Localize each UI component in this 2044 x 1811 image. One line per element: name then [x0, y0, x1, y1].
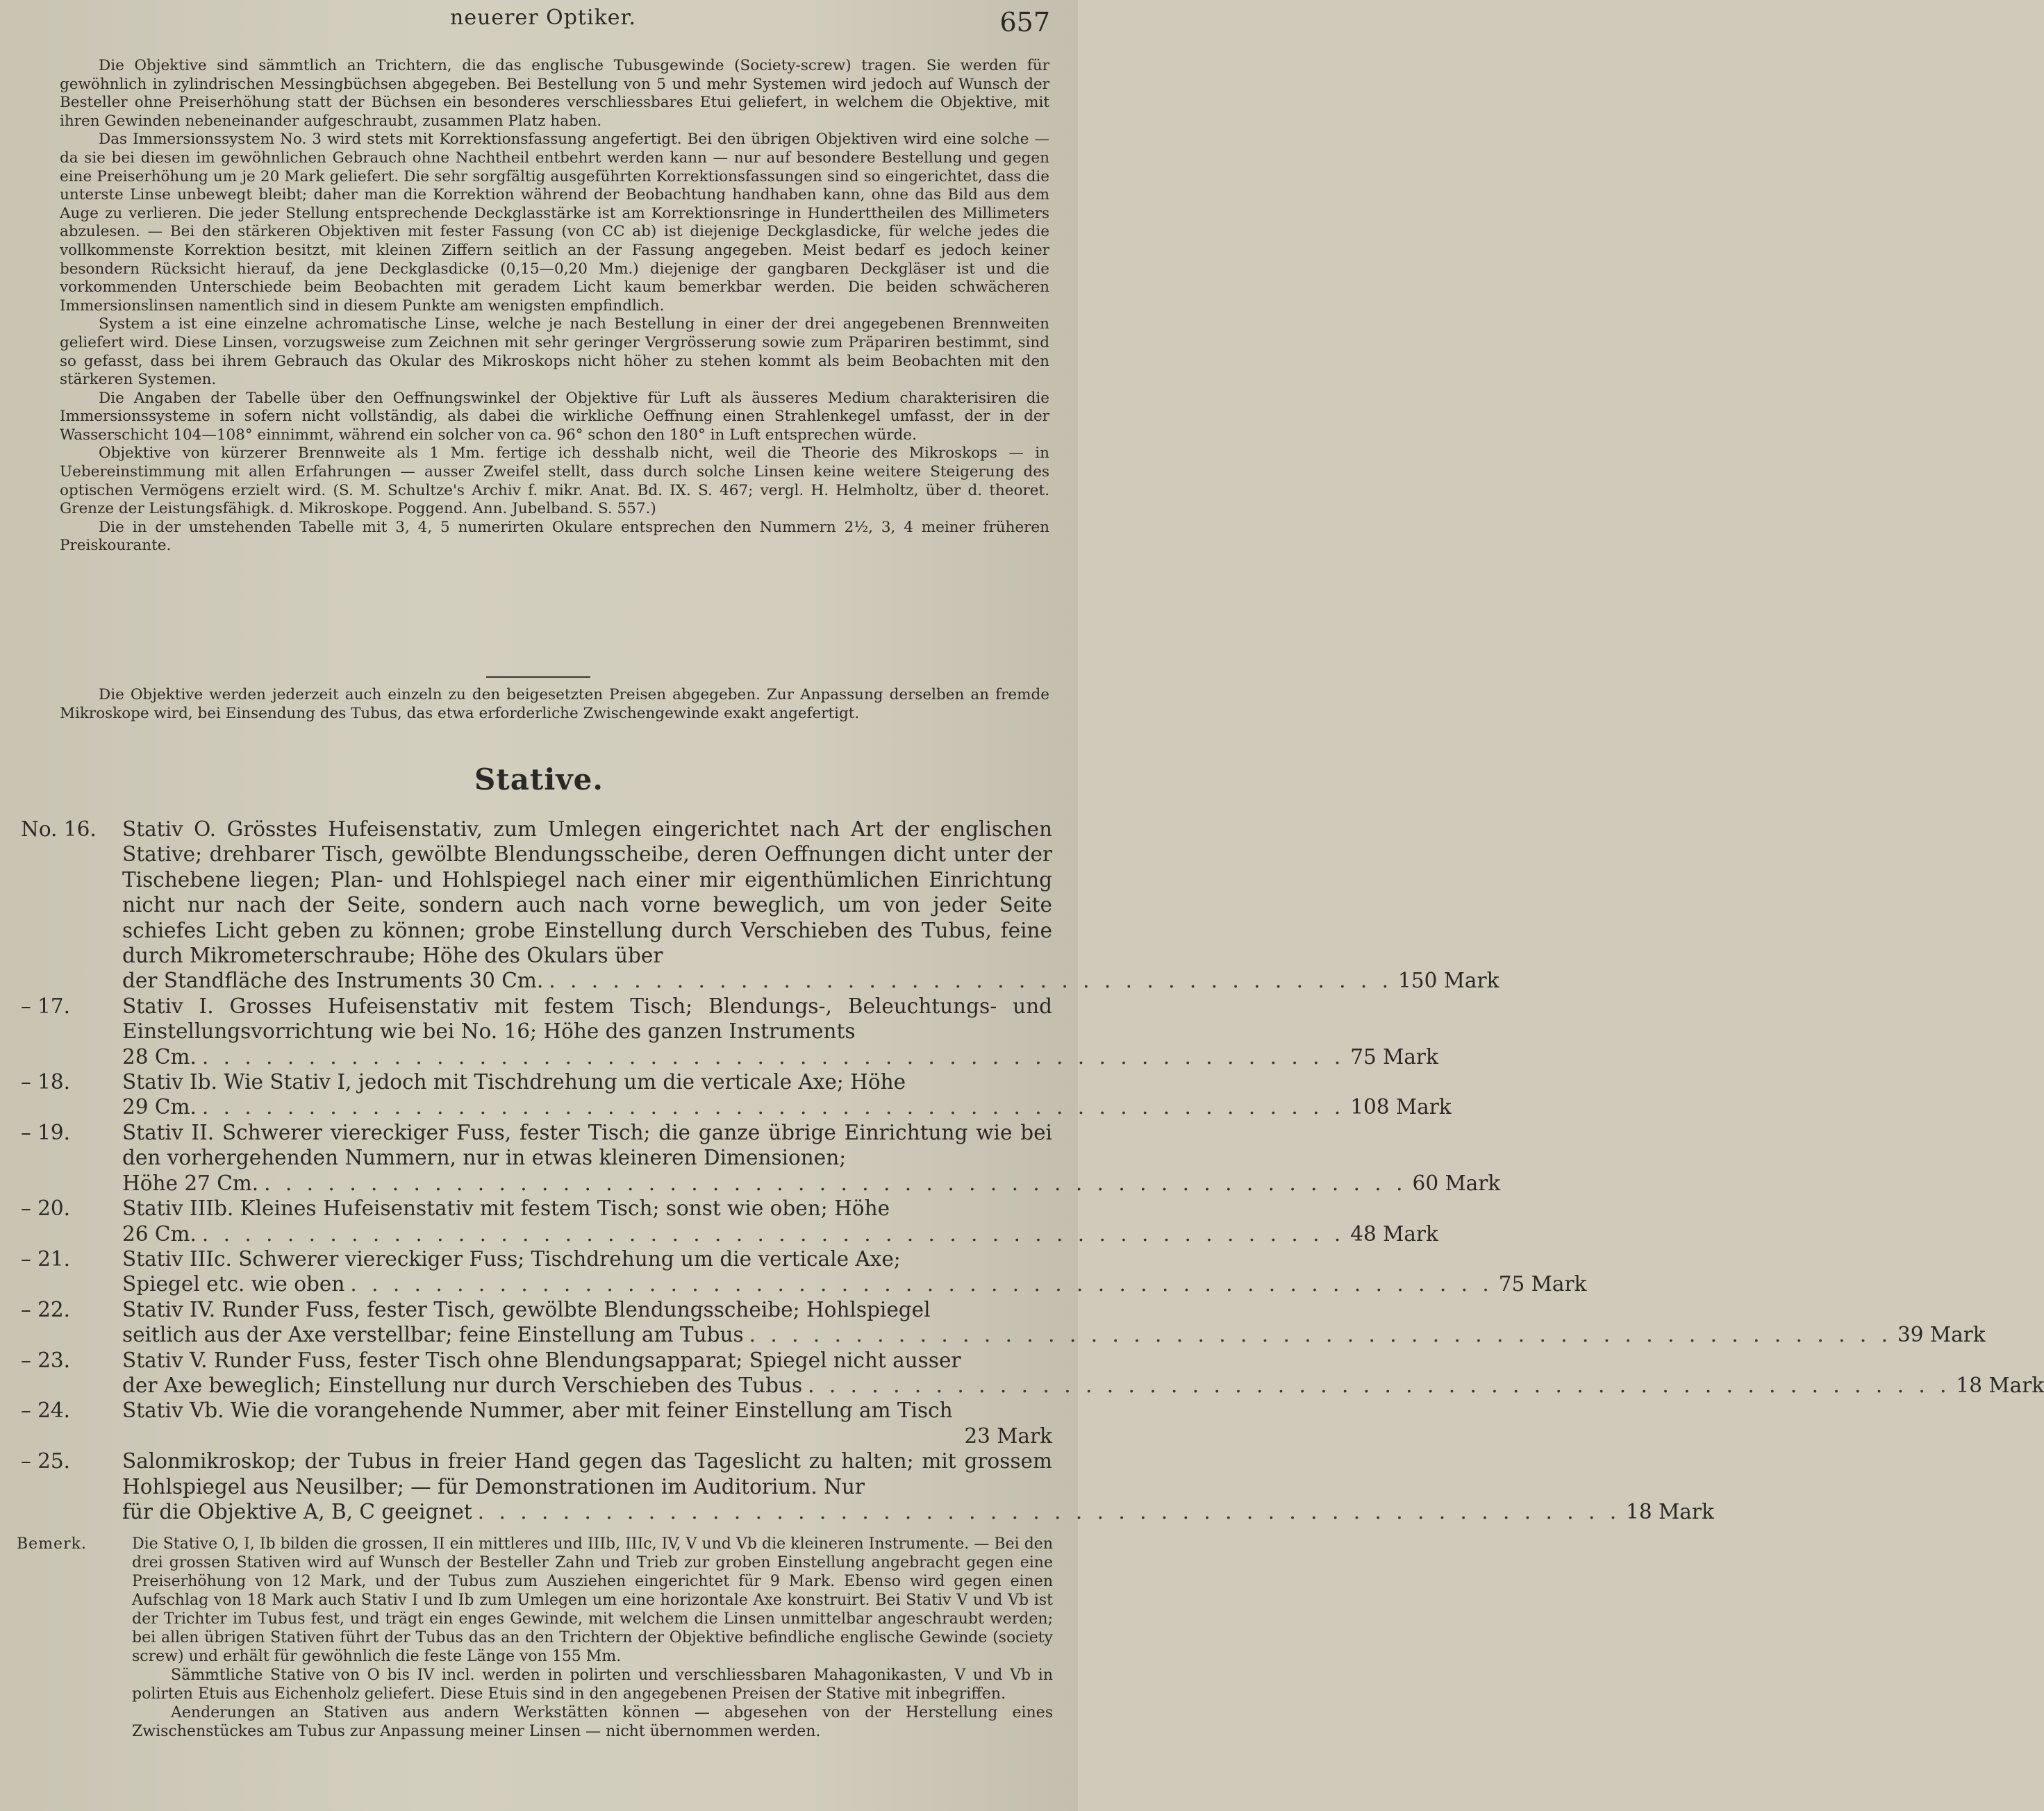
- entry-tail: für die Objektive A, B, C geeignet: [122, 1499, 472, 1524]
- entry-price: 60 Mark: [1412, 1171, 1501, 1195]
- page-header: [0, 6, 1078, 39]
- entry-number: – 17.: [21, 994, 71, 1018]
- entry-description: Stativ Vb. Wie die vorangehende Nummer, aber mit feiner Einstellung am Tisch: [122, 1399, 953, 1423]
- section-divider: [486, 676, 590, 678]
- entry-price: 39 Mark: [1897, 1323, 1986, 1347]
- entry-description: Stativ I. Grosses Hufeisenstativ mit festem Tisch; Blendungs-, Beleuchtungs- und Einstellungsvorrichtung wie bei No. 16; Höhe des ganzen Instruments: [122, 994, 1052, 1044]
- entry-number: – 24.: [21, 1399, 71, 1423]
- stand-entry-16: [21, 817, 1499, 994]
- leader-dots: . . . . . . . . . . . . . . . . . . . . . . . . . . . . . . . . . . . . . . . . . . . . . . . . . . . . . .: [350, 1272, 1493, 1296]
- stand-entry-17: [21, 994, 1438, 1069]
- paragraph-oculars: Die in der umstehenden Tabelle mit 3, 4, 5 numerirten Okulare entsprechen den Nummern 2½, 3, 4 meiner früheren Preiskourante.: [60, 518, 1049, 555]
- running-title: neuerer Optiker.: [450, 6, 637, 30]
- leader-dots: . . . . . . . . . . . . . . . . . . . . . . . . . . . . . . . . . . . . . . . .: [549, 969, 1393, 993]
- entry-price: 23 Mark: [964, 1424, 1052, 1448]
- paragraph-aperture-angle: Die Angaben der Tabelle über den Oeffnungswinkel der Objektive für Luft als äusseres Medium charakterisiren die Immersionssysteme in sofern nicht vollständig, als dabei die wirkliche Oeffnung einen Strahlenkegel umfasst, der in der Wasserschicht 104—108° einnimmt, während ein solcher von ca. 96° schon den 180° in Luft entsprechen würde.: [60, 389, 1049, 444]
- remark-label: Bemerk.: [17, 1535, 87, 1553]
- stand-entry-22: [21, 1297, 1986, 1348]
- stand-entry-25: [21, 1449, 1714, 1524]
- entry-description: Stativ V. Runder Fuss, fester Tisch ohne Blendungsapparat; Spiegel nicht ausser: [122, 1348, 961, 1372]
- entry-price: 18 Mark: [1626, 1499, 1714, 1524]
- remark-paragraph-modifications: Aenderungen an Stativen aus andern Werkstätten können — abgesehen von der Herstellung eines Zwischenstückes am Tubus zur Anpassung meiner Linsen — nicht übernommen werden.: [132, 1704, 1053, 1740]
- paragraph-objective-mounts: Die Objektive sind sämmtlich an Trichtern, die das englische Tubusgewinde (Society-screw) tragen. Sie werden für gewöhnlich in zylindrischen Messingbüchsen abgegeben. Bei Bestellung von 5 und mehr Systemen wird jedoch auf Wunsch der Besteller ohne Preiserhöhung statt der Büchsen ein besonderes verschliessbares Etui geliefert, in welchem die Objektive, mit ihren Gewinden nebeneinander aufgeschraubt, zusammen Platz haben.: [60, 57, 1049, 130]
- entry-tail: Spiegel etc. wie oben: [122, 1272, 345, 1296]
- leader-dots: . . . . . . . . . . . . . . . . . . . . . . . . . . . . . . . . . . . . . . . . . . . . . . . . . . . . . .: [477, 1499, 1621, 1524]
- entry-description: Stativ O. Grösstes Hufeisenstativ, zum Umlegen eingerichtet nach Art der englischen Stative; drehbarer Tisch, gewölbte Blendungsscheibe, deren Oeffnungen dicht unter der Tischebene liegen; Plan- und Hohlspiegel nach einer mir eigenthümlichen Einrichtung nicht nur nach der Seite, sondern auch nach vorne beweglich, um von jeder Seite schiefes Licht geben zu können; grobe Einstellung durch Verschieben des Tubus, feine durch Mikrometerschraube; Höhe des Okulars über: [122, 817, 1052, 968]
- entry-tail: 29 Cm.: [122, 1095, 197, 1119]
- entry-tail: 28 Cm.: [122, 1044, 197, 1069]
- entry-number: – 19.: [21, 1120, 71, 1144]
- leader-dots: . . . . . . . . . . . . . . . . . . . . . . . . . . . . . . . . . . . . . . . . . . . . . . . . . . . . . .: [749, 1323, 1892, 1347]
- leader-dots: . . . . . . . . . . . . . . . . . . . . . . . . . . . . . . . . . . . . . . . . . . . . . . . . . . . . . .: [201, 1221, 1345, 1246]
- entry-number: – 20.: [21, 1196, 71, 1221]
- entry-description: Stativ Ib. Wie Stativ I, jedoch mit Tischdrehung um die verticale Axe; Höhe: [122, 1070, 906, 1094]
- paragraph-focal-length-limit: Objektive von kürzerer Brennweite als 1 Mm. fertige ich desshalb nicht, weil die Theorie des Mikroskops — in Uebereinstimmung mit allen Erfahrungen — ausser Zweifel stellt, dass durch solche Linsen keine weitere Steigerung des optischen Vermögens erzielt wird. (S. M. Schultze's Archiv f. mikr. Anat. Bd. IX. S. 467; vergl. H. Helmholtz, über d. theoret. Grenze der Leistungsfähigk. d. Mikroskope. Poggend. Ann. Jubelband. S. 557.): [60, 444, 1049, 518]
- entry-number: – 23.: [21, 1348, 71, 1372]
- stand-entry-19: [21, 1120, 1501, 1196]
- stand-entry-23: [21, 1348, 2044, 1399]
- single-sale-notice: [60, 686, 1049, 723]
- remark-paragraph-cases: Sämmtliche Stative von O bis IV incl. werden in polirten und verschliessbaren Mahagonikasten, V und Vb in polirten Etuis aus Eichenholz geliefert. Diese Etuis sind in den angegebenen Preisen der Stative mit inbegriffen.: [132, 1667, 1053, 1703]
- entry-number: – 21.: [21, 1246, 71, 1271]
- stand-entry-24: [21, 1398, 1052, 1449]
- entry-description: Stativ II. Schwerer viereckiger Fuss, fester Tisch; die ganze übrige Einrichtung wie bei den vorhergehenden Nummern, nur in etwas kleineren Dimensionen;: [122, 1120, 1052, 1170]
- entry-tail: Höhe 27 Cm.: [122, 1171, 259, 1195]
- stand-entry-21: [21, 1246, 1587, 1297]
- stand-price-list: [21, 817, 2044, 1524]
- paragraph-single-sale: Die Objektive werden jederzeit auch einzeln zu den beigesetzten Preisen abgegeben. Zur Anpassung derselben an fremde Mikroskope wird, bei Einsendung des Tubus, das etwa erforderliche Zwischengewinde exakt angefertigt.: [60, 686, 1049, 722]
- entry-tail: der Axe beweglich; Einstellung nur durch Verschieben des Tubus: [122, 1373, 803, 1397]
- leader-dots: . . . . . . . . . . . . . . . . . . . . . . . . . . . . . . . . . . . . . . . . . . . . . . . . . . . . . .: [201, 1044, 1345, 1069]
- stand-entry-18: [21, 1069, 1452, 1120]
- entry-number: – 18.: [21, 1070, 71, 1094]
- entry-price: 150 Mark: [1398, 969, 1499, 993]
- remark-block: [17, 1535, 1053, 1741]
- stand-entry-20: [21, 1196, 1438, 1246]
- paragraph-system-a: System a ist eine einzelne achromatische Linse, welche je nach Bestellung in einer der drei angegebenen Brennweiten geliefert wird. Diese Linsen, vorzugsweise zum Zeichnen mit sehr geringer Vergrösserung sowie zum Präpariren bestimmt, sind so gefasst, dass bei ihrem Gebrauch das Okular des Mikroskops nicht höher zu stehen kommt als beim Beobachten mit den stärkeren Systemen.: [60, 315, 1049, 389]
- entry-number: – 25.: [21, 1449, 71, 1474]
- entry-number: No. 16.: [21, 817, 97, 841]
- entry-price: 75 Mark: [1350, 1044, 1438, 1069]
- entry-description: Stativ IIIb. Kleines Hufeisenstativ mit festem Tisch; sonst wie oben; Höhe: [122, 1196, 890, 1221]
- entry-price: 75 Mark: [1498, 1272, 1587, 1296]
- entry-price: 48 Mark: [1350, 1221, 1438, 1246]
- entry-price: 18 Mark: [1956, 1373, 2044, 1397]
- leader-dots: . . . . . . . . . . . . . . . . . . . . . . . . . . . . . . . . . . . . . . . . . . . . . . . . . . . . . .: [264, 1171, 1407, 1195]
- leader-dots: . . . . . . . . . . . . . . . . . . . . . . . . . . . . . . . . . . . . . . . . . . . . . . . . . . . . . .: [808, 1373, 1951, 1397]
- remark-paragraph-stand-sizes: Die Stative O, I, Ib bilden die grossen, II ein mittleres und IIIb, IIIc, IV, V und Vb die kleineren Instrumente. — Bei den drei grossen Stativen wird auf Wunsch der Besteller Zahn und Trieb zur groben Einstellung angebracht gegen eine Preiserhöhung von 12 Mark, und der Tubus zum Ausziehen eingerichtet für 9 Mark. Ebenso wird gegen einen Aufschlag von 18 Mark auch Stativ I und Ib zum Umlegen um eine horizontale Axe konstruirt. Bei Stativ V und Vb ist der Trichter im Tubus fest, und trägt ein enges Gewinde, mit welchem die Linsen unmittelbar angeschraubt werden; bei allen übrigen Stativen führt der Tubus das an den Trichtern der Objektive befindliche englische Gewinde (society screw) und erhält für gewöhnlich die feste Länge von 155 Mm.: [132, 1535, 1053, 1665]
- leader-dots: . . . . . . . . . . . . . . . . . . . . . . . . . . . . . . . . . . . . . . . . . . . . . . . . . . . . . .: [201, 1095, 1345, 1119]
- entry-description: Stativ IIIc. Schwerer viereckiger Fuss; Tischdrehung um die verticale Axe;: [122, 1246, 901, 1271]
- entry-number: – 22.: [21, 1297, 71, 1321]
- entry-description: Stativ IV. Runder Fuss, fester Tisch, gewölbte Blendungsscheibe; Hohlspiegel: [122, 1297, 931, 1321]
- remark-body: [17, 1535, 1053, 1741]
- section-title: Stative.: [474, 762, 604, 796]
- objective-notes: [60, 57, 1049, 556]
- entry-tail: 26 Cm.: [122, 1221, 197, 1246]
- entry-tail: seitlich aus der Axe verstellbar; feine Einstellung am Tubus: [122, 1323, 744, 1347]
- entry-description: Salonmikroskop; der Tubus in freier Hand gegen das Tageslicht zu halten; mit grossem Hohlspiegel aus Neusilber; — für Demonstrationen im Auditorium. Nur: [122, 1449, 1052, 1499]
- page-number: 657: [999, 7, 1050, 37]
- paragraph-correction-collar: Das Immersionssystem No. 3 wird stets mit Korrektionsfassung angefertigt. Bei den übrigen Objektiven wird eine solche — da sie bei diesen im gewöhnlichen Gebrauch ohne Nachtheil entbehrt werden kann — nur auf besondere Bestellung und gegen eine Preiserhöhung um je 20 Mark geliefert. Die sehr sorgfältig ausgeführten Korrektionsfassungen sind so eingerichtet, dass die unterste Linse unbewegt bleibt; daher man die Korrektion während der Beobachtung handhaben kann, ohne das Bild aus dem Auge zu verlieren. Die jeder Stellung entsprechende Deckglasstärke ist am Korrektionsringe in Hunderttheilen des Millimeters abzulesen. — Bei den stärkeren Objektiven mit fester Fassung (von CC ab) ist diejenige Deckglasdicke, für welche jedes die vollkommenste Korrektion besitzt, mit kleinen Ziffern seitlich an der Fassung angegeben. Meist bedarf es jedoch keiner besondern Rücksicht hierauf, da jene Deckglasdicke (0,15—0,20 Mm.) diejenige der gangbaren Deckgläser ist und die vorkommenden Unterschiede beim Beobachten mit geradem Licht kaum bemerkbar werden. Die beiden schwächeren Immersionslinsen namentlich sind in diesem Punkte am wenigsten empfindlich.: [60, 131, 1049, 315]
- entry-tail: der Standfläche des Instruments 30 Cm.: [122, 969, 544, 993]
- entry-price: 108 Mark: [1350, 1095, 1452, 1119]
